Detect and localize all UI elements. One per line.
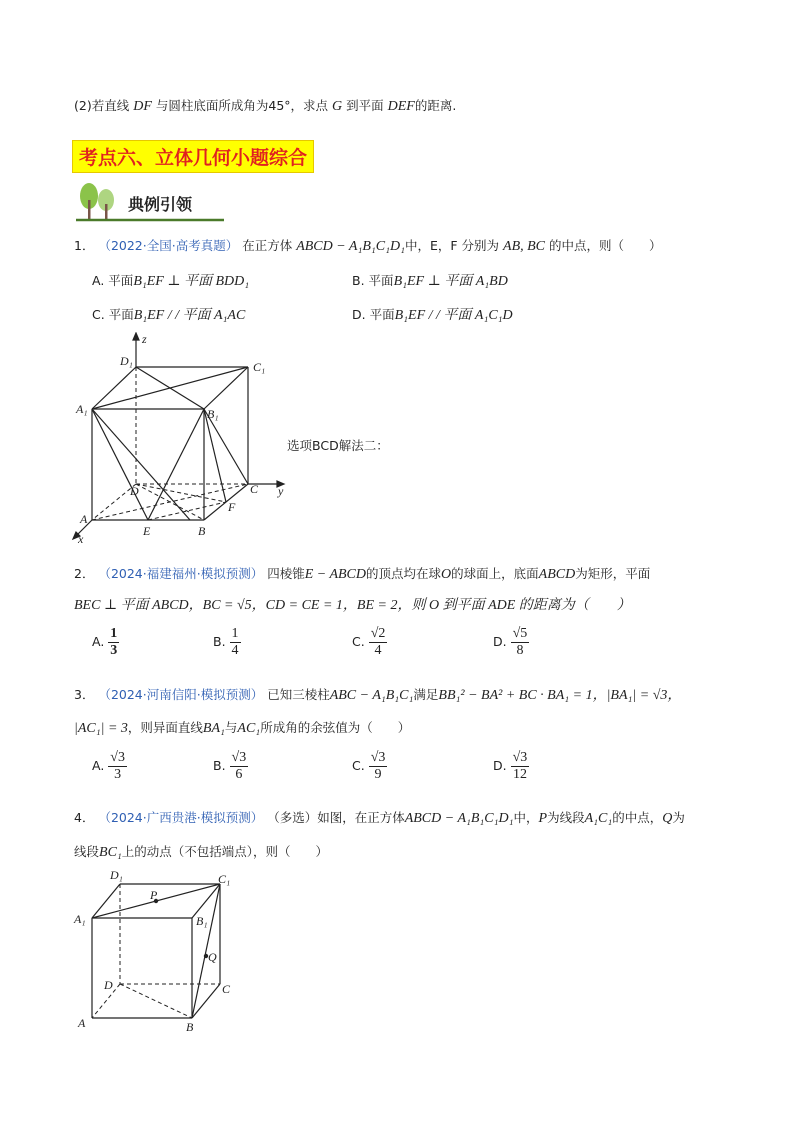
part2-mid3: 到平面 [346, 98, 384, 113]
q1-label-d1: D₁ [120, 354, 133, 368]
q3-option-b-label: B. [213, 758, 226, 773]
q1-option-a[interactable] [92, 270, 249, 290]
q1-option-c-pre: 平面 [108, 307, 134, 322]
q1-option-d[interactable] [352, 304, 513, 324]
q1-cube: ABCD − A₁B₁C₁D₁ [296, 239, 405, 254]
q3-number: 3． [74, 687, 95, 702]
part2-mid: 与圆柱底面所成角为 [155, 98, 269, 113]
q4-source: （2024·广西贵港·模拟预测） [98, 810, 264, 825]
q2-option-d[interactable] [493, 626, 529, 659]
q1-label-d: D [130, 484, 139, 498]
q2-option-c-frac [369, 626, 388, 659]
q2-option-d-label: D. [493, 634, 507, 649]
q3-vector-expr: BB₁² − BA² + BC · BA₁ = 1，|BA₁| = √3， [438, 688, 682, 703]
q1-ab: AB, BC [503, 239, 546, 254]
q2-stem-line1 [74, 564, 650, 583]
part2-df: DF [133, 99, 152, 114]
q1-figure [70, 332, 300, 550]
q1-label-a: A [80, 512, 88, 526]
q2-o: O [441, 567, 452, 582]
q3-ba1: BA₁ [202, 721, 225, 736]
q2-option-a[interactable] [92, 626, 119, 659]
q1-option-c[interactable] [92, 304, 245, 324]
q4-cube: ABCD − A₁B₁C₁D₁ [404, 811, 514, 826]
q3-option-d-den: 12 [512, 767, 527, 782]
q3-source: （2024·河南信阳·模拟预测） [98, 687, 264, 702]
q2-option-c-label: C. [352, 634, 365, 649]
q4-line2a: 线段 [74, 844, 100, 859]
q1-option-a-label: A. [92, 273, 105, 288]
q3-ac1: AC₁ [237, 721, 261, 736]
q3-option-c-den: 9 [374, 767, 382, 782]
q4-line1d: 的中点， [612, 810, 663, 825]
q1-option-d-pre: 平面 [369, 307, 395, 322]
q4-figure [72, 866, 252, 1036]
q3-option-b[interactable] [213, 750, 248, 783]
q1-label-f: F [228, 500, 236, 514]
q3-option-c-num: √3 [370, 750, 386, 765]
q4-label-d: D [104, 978, 113, 992]
q1-option-b-pre: 平面 [368, 273, 394, 288]
q3-ac1-length: |AC₁| = 3 [74, 721, 128, 736]
q4-stem-line2 [74, 842, 328, 861]
q2-abcd: ABCD [538, 567, 576, 582]
q1-cube-diagram [70, 332, 300, 550]
q3-option-b-den: 6 [235, 767, 243, 782]
q3-option-b-frac [230, 750, 249, 783]
q3-option-c-frac [369, 750, 388, 783]
q1-text-c: 的中点，则（ ） [549, 238, 662, 253]
q3-option-a-frac [108, 750, 127, 783]
q2-option-c[interactable] [352, 626, 387, 659]
q1-option-c-expr: B₁EF / / 平面 A₁AC [133, 308, 246, 323]
q2-line1b: 的顶点均在球 [366, 566, 442, 581]
q1-label-y: y [278, 484, 284, 498]
q3-option-b-num: √3 [231, 750, 247, 765]
q3-option-d-num: √3 [512, 750, 528, 765]
q1-text-b: 中，E，F 分别为 [404, 238, 500, 253]
q2-option-d-num: √5 [512, 626, 528, 641]
q4-p: P [538, 811, 548, 826]
q1-label-b: B [198, 524, 206, 538]
q1-option-d-expr: B₁EF / / 平面 A₁C₁D [394, 308, 513, 323]
example-header-label: 典例引领 [128, 195, 193, 214]
q2-stem-line2 [74, 594, 631, 614]
q3-option-a-num: √3 [110, 750, 125, 765]
q4-label-p: P [150, 888, 158, 902]
q2-line1c: 的球面上，底面 [451, 566, 539, 581]
q2-number: 2． [74, 566, 95, 581]
q4-label-c1: C₁ [218, 872, 231, 886]
q2-option-c-den: 4 [374, 643, 382, 658]
q2-option-b-den: 4 [231, 643, 239, 658]
q1-label-a1: A₁ [76, 402, 88, 416]
q2-option-b-num: 1 [231, 626, 239, 641]
q1-option-d-label: D. [352, 307, 366, 322]
part2-prefix: (2)若直线 [74, 98, 130, 113]
q4-label-b1: B₁ [196, 914, 208, 928]
q3-line2c: 与 [224, 720, 238, 735]
section-title: 考点六、立体几何小题综合 [72, 140, 314, 173]
q4-label-c: C [222, 982, 231, 996]
q1-label-b1: B₁ [207, 407, 219, 421]
q2-option-d-den: 8 [516, 643, 524, 658]
q2-option-a-label: A. [92, 634, 105, 649]
q4-line1e: 为 [672, 810, 685, 825]
q1-option-a-expr: B₁EF ⊥ 平面 BDD₁ [133, 274, 250, 289]
q4-stem-line1 [74, 808, 685, 827]
q1-option-b-label: B. [352, 273, 365, 288]
q2-option-a-frac [108, 626, 119, 659]
q4-label-b: B [186, 1020, 194, 1034]
q4-cube-diagram [72, 866, 252, 1036]
q2-option-b-label: B. [213, 634, 226, 649]
q2-line1a: 四棱锥 [267, 566, 305, 581]
example-header [76, 180, 226, 222]
q2-option-b[interactable] [213, 626, 241, 659]
q1-text-a: 在正方体 [242, 238, 293, 253]
part2-line [74, 96, 456, 115]
q1-figure-note: 选项BCD解法二： [287, 438, 389, 453]
q1-option-b[interactable] [352, 270, 508, 290]
q2-option-a-num: 1 [110, 626, 118, 641]
q1-option-c-label: C. [92, 307, 105, 322]
q3-option-c[interactable] [352, 750, 387, 783]
q4-a1c1: A₁C₁ [584, 811, 613, 826]
q1-source: （2022·全国·高考真题） [98, 238, 239, 253]
q4-label-d1: D₁ [110, 868, 123, 882]
q2-option-d-frac [511, 626, 530, 659]
q4-bc1: BC₁ [99, 845, 122, 860]
q3-option-d-label: D. [493, 758, 507, 773]
q3-line1a: 已知三棱柱 [267, 687, 330, 702]
q3-option-d-frac [511, 750, 530, 783]
q2-source: （2024·福建福州·模拟预测） [98, 566, 264, 581]
q1-option-a-pre: 平面 [108, 273, 134, 288]
part2-def: DEF [387, 99, 415, 114]
q3-line2b: ，则异面直线 [127, 720, 203, 735]
q1-label-x: x [78, 532, 84, 546]
q3-option-c-label: C. [352, 758, 365, 773]
q3-option-a-den: 3 [114, 767, 122, 782]
part2-g: G [332, 99, 343, 114]
q4-q: Q [662, 811, 673, 826]
q3-stem-line2 [74, 718, 410, 737]
q1-number: 1． [74, 238, 95, 253]
q3-option-d[interactable] [493, 750, 529, 783]
q1-option-b-expr: B₁EF ⊥ 平面 A₁BD [393, 274, 508, 289]
q2-line1d: 为矩形，平面 [575, 566, 651, 581]
q1-label-e: E [143, 524, 151, 538]
q4-label-a: A [78, 1016, 86, 1030]
q4-line1c: 为线段 [547, 810, 585, 825]
q2-pyramid: E − ABCD [304, 567, 367, 582]
q2-option-c-num: √2 [370, 626, 386, 641]
q4-line1b: 中， [513, 810, 539, 825]
q1-label-c1: C₁ [253, 360, 266, 374]
part2-end: 的距离. [414, 98, 457, 113]
q3-prism: ABC − A₁B₁C₁ [329, 688, 414, 703]
q3-stem-line1 [74, 684, 681, 704]
q4-label-a1: A₁ [74, 912, 86, 926]
q3-option-a[interactable] [92, 750, 127, 783]
q1-label-z: z [142, 332, 147, 346]
q3-line1b: 满足 [413, 687, 439, 702]
q4-label-q: Q [208, 950, 217, 964]
part2-angle: 45° [268, 98, 291, 113]
q4-number: 4． [74, 810, 95, 825]
q3-option-a-label: A. [92, 758, 105, 773]
part2-mid2: ，求点 [290, 98, 329, 113]
q2-line2: BEC ⊥ 平面 ABCD，BC = √5，CD = CE = 1，BE = 2，则 O 到平面 ADE 的距离为（ ） [74, 598, 631, 613]
q4-line1a: （多选）如图，在正方体 [267, 810, 405, 825]
q1-label-c: C [250, 482, 259, 496]
q2-option-b-frac [230, 626, 241, 659]
q2-option-a-den: 3 [110, 643, 118, 658]
q1-stem [74, 236, 662, 255]
q4-line2b: 上的动点（不包括端点），则（ ） [121, 844, 329, 859]
q3-line2d: 所成角的余弦值为（ ） [260, 720, 411, 735]
